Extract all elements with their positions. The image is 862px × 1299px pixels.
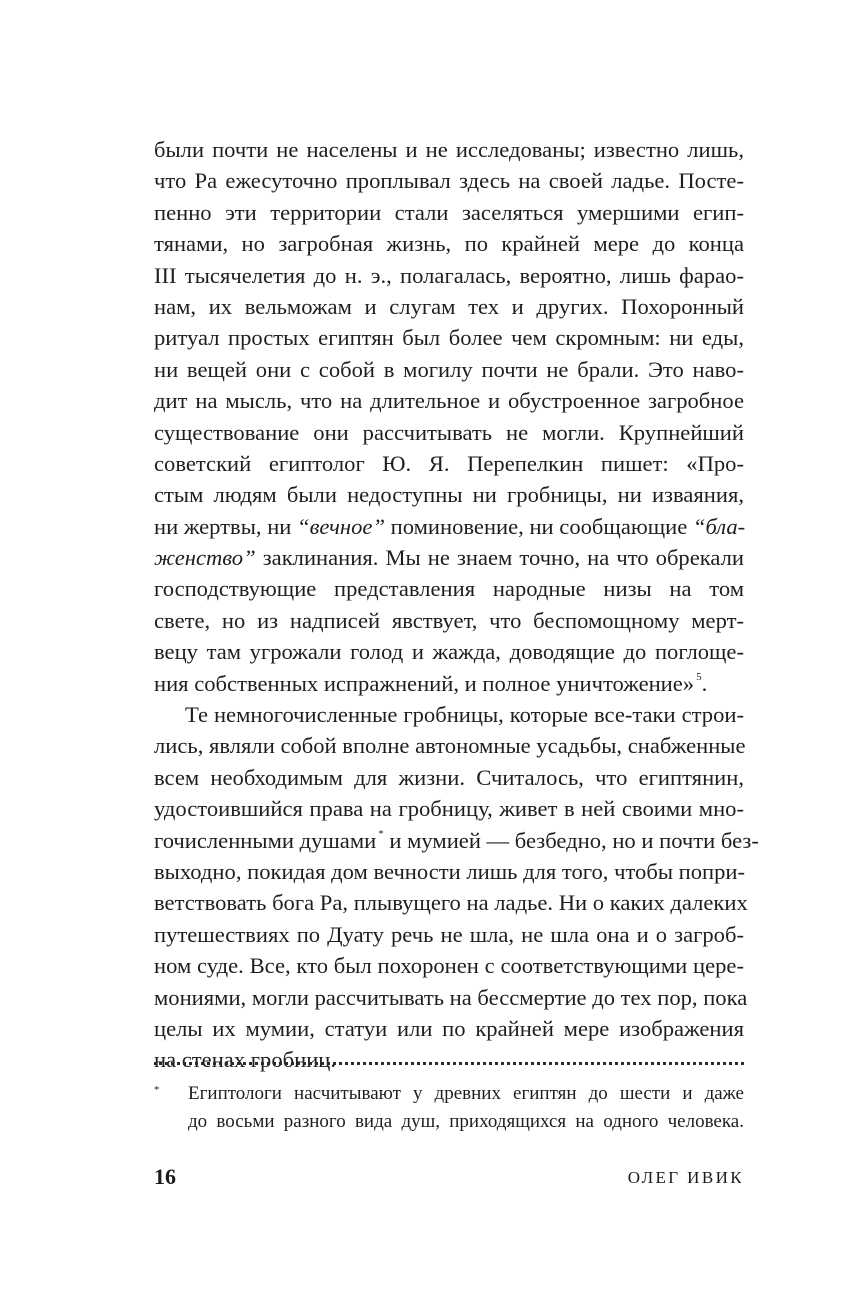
text-line: были почти не населены и не исследованы; известно лишь,	[154, 137, 744, 162]
text-line: III тысячелетия до н. э., полагалась, вероятно, лишь фарао-	[154, 262, 744, 288]
text-run: заклинания. Мы не знаем точно, на что обрекали	[255, 545, 744, 571]
text-line: лись, являли собой вполне автономные усадьбы, снабженные	[154, 733, 746, 759]
footnote-line: до восьми разного вида душ, приходящихся на одного человека.	[188, 1111, 744, 1132]
text-line	[154, 668, 744, 699]
footnote-reference[interactable]: 5	[696, 670, 702, 683]
text-line: пенно эти территории стали заселяться умершими егип-	[154, 199, 744, 225]
text-line: ветствовать бога Ра, плывущего на ладье. Ни о каких далеких	[154, 890, 748, 916]
page-number: 16	[154, 1164, 176, 1189]
text-run: .	[701, 670, 708, 696]
text-line: вецу там угрожали голод и жажда, доводящие до поглоще-	[154, 639, 744, 665]
text-line: на стенах гробниц.	[154, 1047, 337, 1073]
text-line: что Ра ежесуточно проплывал здесь на своей ладье. Посте-	[154, 168, 744, 194]
text-line	[154, 511, 744, 542]
text-line: нам, их вельможам и слугам тех и других. Похоронный	[154, 293, 744, 319]
running-author: ОЛЕГ ИВИК	[627, 1168, 744, 1187]
text-line: тянами, но загробная жизнь, по крайней мере до конца	[154, 231, 744, 257]
text-line: свете, но из надписей явствует, что беспомощному мерт-	[154, 607, 744, 633]
text-line: выходно, покидая дом вечности лишь для того, чтобы попри-	[154, 858, 746, 884]
footnote-asterisk[interactable]: *	[378, 827, 384, 840]
text-line: ритуал простых египтян был более чем скромным: ни еды,	[154, 325, 744, 351]
italic-text: женство”	[154, 545, 256, 571]
text-line: существование они рассчитывать не могли. Крупнейший	[154, 419, 744, 445]
text-line: всем необходимым для жизни. Считалось, что египтянин,	[154, 764, 744, 790]
footnote	[154, 1080, 744, 1136]
footnote-marker: *	[154, 1084, 160, 1096]
text-line: стым людям были недоступны ни гробницы, ни изваяния,	[154, 482, 744, 508]
text-line: ном суде. Все, кто был похоронен с соответствующими цере-	[154, 953, 744, 979]
text-run: поминовение, ни сообщающие	[385, 513, 693, 539]
text-run: и мумией — безбедно, но и почти без-	[383, 827, 759, 853]
text-line: целы их мумии, статуи или по крайней мере изображения	[154, 1015, 744, 1041]
text-line	[154, 542, 744, 573]
text-run: ни жертвы, ни	[154, 513, 298, 539]
italic-text: “бла-	[692, 513, 746, 539]
text-line: ни вещей они с собой в могилу почти не брали. Это наво-	[154, 356, 744, 382]
footnote-separator	[154, 1062, 744, 1065]
text-line: удостоившийся права на гробницу, живет в ней своими мно-	[154, 796, 744, 822]
text-line: мониями, могли рассчитывать на бессмертие до тех пор, пока	[154, 984, 748, 1010]
main-text	[154, 134, 759, 1076]
text-line: путешествиях по Дуату речь не шла, не шла она и о загроб-	[154, 921, 744, 947]
text-line: Те немногочисленные гробницы, которые все-таки строи-	[185, 702, 744, 728]
text-line: господствующие представления народные низы на том	[154, 576, 744, 602]
text-line	[154, 825, 759, 856]
text-line: советский египтолог Ю. Я. Перепелкин пишет: «Про-	[154, 450, 744, 476]
footnote-line: Египтологи насчитывают у древних египтян до шести и даже	[188, 1083, 744, 1104]
text-line: дит на мысль, что на длительное и обустроенное загробное	[154, 388, 744, 414]
text-run: гочисленными душами	[154, 827, 377, 853]
text-run: ния собственных испражнений, и полное уничтожение»	[154, 670, 695, 696]
italic-text: “вечное”	[297, 513, 386, 539]
